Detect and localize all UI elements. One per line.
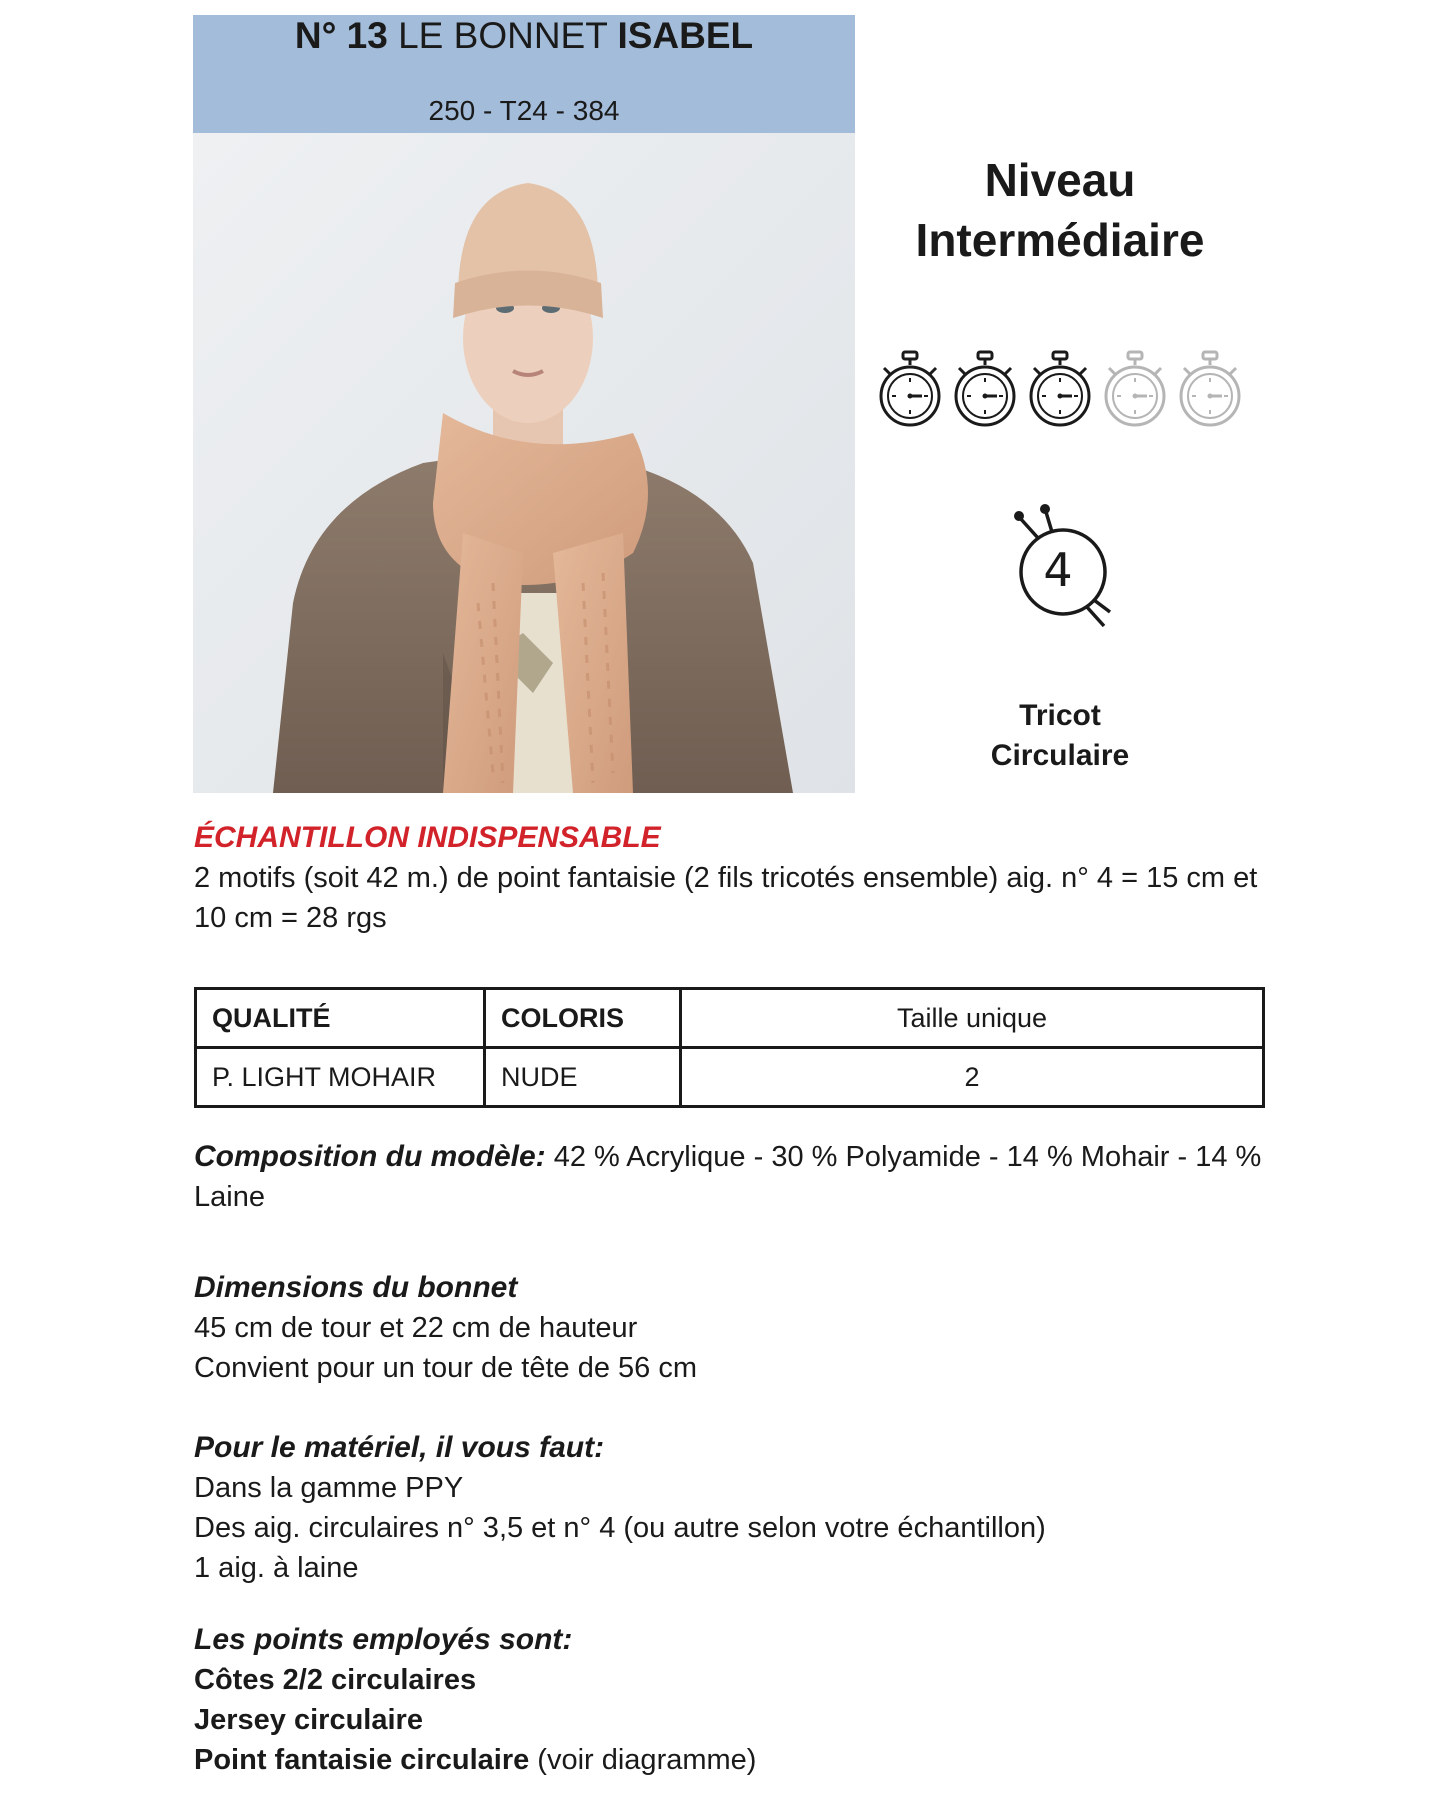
pattern-header — [193, 15, 855, 133]
stitch-item: Jersey circulaire — [194, 1704, 423, 1736]
stitch-item: Côtes 2/2 circulaires — [194, 1664, 477, 1696]
materials-line: Dans la gamme PPY — [194, 1472, 464, 1504]
needle-size-value: 4 — [1043, 543, 1073, 597]
table-cell: NUDE — [485, 1048, 681, 1107]
materials-heading: Pour le matériel, il vous faut: — [194, 1431, 605, 1464]
composition-text: 42 % Acrylique - 30 % Polyamide - 14 % Mohair - 14 % Laine — [194, 1141, 1262, 1213]
difficulty-level-label: Niveau — [984, 154, 1136, 206]
technique-line2: Circulaire — [990, 739, 1130, 772]
technique-line1: Tricot — [1019, 699, 1101, 732]
gauge-section — [194, 818, 1274, 938]
pattern-name: ISABEL — [617, 15, 754, 56]
materials-line: 1 aig. à laine — [194, 1552, 359, 1584]
composition-heading: Composition du modèle: — [194, 1140, 546, 1173]
stitches-section — [194, 1620, 1274, 1780]
gauge-heading: ÉCHANTILLON INDISPENSABLE — [194, 821, 661, 854]
technique — [920, 696, 1200, 776]
dimensions-line: Convient pour un tour de tête de 56 cm — [194, 1352, 697, 1384]
table-cell: P. LIGHT MOHAIR — [196, 1048, 485, 1107]
stopwatch-icon-active — [1026, 350, 1094, 430]
table-row — [196, 1048, 1264, 1107]
pattern-reference: 250 - T24 - 384 — [428, 95, 620, 126]
stopwatch-icon-active — [951, 350, 1019, 430]
pattern-number: N° 13 — [294, 15, 388, 56]
difficulty-level-value: Intermédiaire — [915, 214, 1205, 266]
table-header-cell: Taille unique — [681, 989, 1264, 1048]
materials-section — [194, 1428, 1274, 1588]
composition-section — [194, 1137, 1274, 1217]
materials-line: Des aig. circulaires n° 3,5 et n° 4 (ou autre selon votre échantillon) — [194, 1512, 1046, 1544]
stitch-item-note: (voir diagramme) — [529, 1744, 757, 1776]
table-header-row — [196, 989, 1264, 1048]
dimensions-line: 45 cm de tour et 22 cm de hauteur — [194, 1312, 638, 1344]
yarn-table — [194, 987, 1265, 1108]
stitches-heading: Les points employés sont: — [194, 1623, 573, 1656]
stitch-item — [194, 1740, 1274, 1780]
stitch-item-name: Point fantaisie circulaire — [194, 1744, 530, 1776]
table-cell: 2 — [681, 1048, 1264, 1107]
dimensions-heading: Dimensions du bonnet — [194, 1271, 518, 1304]
dimensions-section — [194, 1268, 1274, 1388]
difficulty-level — [880, 150, 1240, 270]
table-header-cell: QUALITÉ — [196, 989, 485, 1048]
stopwatch-icon-active — [876, 350, 944, 430]
stopwatch-icon-inactive — [1176, 350, 1244, 430]
pattern-title — [193, 15, 855, 57]
gauge-text: 2 motifs (soit 42 m.) de point fantaisie (2 fils tricotés ensemble) aig. n° 4 = 15 cm et 10 cm = 28 rgs — [194, 862, 1258, 934]
pattern-title-mid: LE BONNET — [387, 15, 618, 56]
table-header-cell: COLORIS — [485, 989, 681, 1048]
model-photo — [193, 133, 855, 793]
stopwatch-icon-inactive — [1101, 350, 1169, 430]
difficulty-rating — [876, 350, 1246, 432]
